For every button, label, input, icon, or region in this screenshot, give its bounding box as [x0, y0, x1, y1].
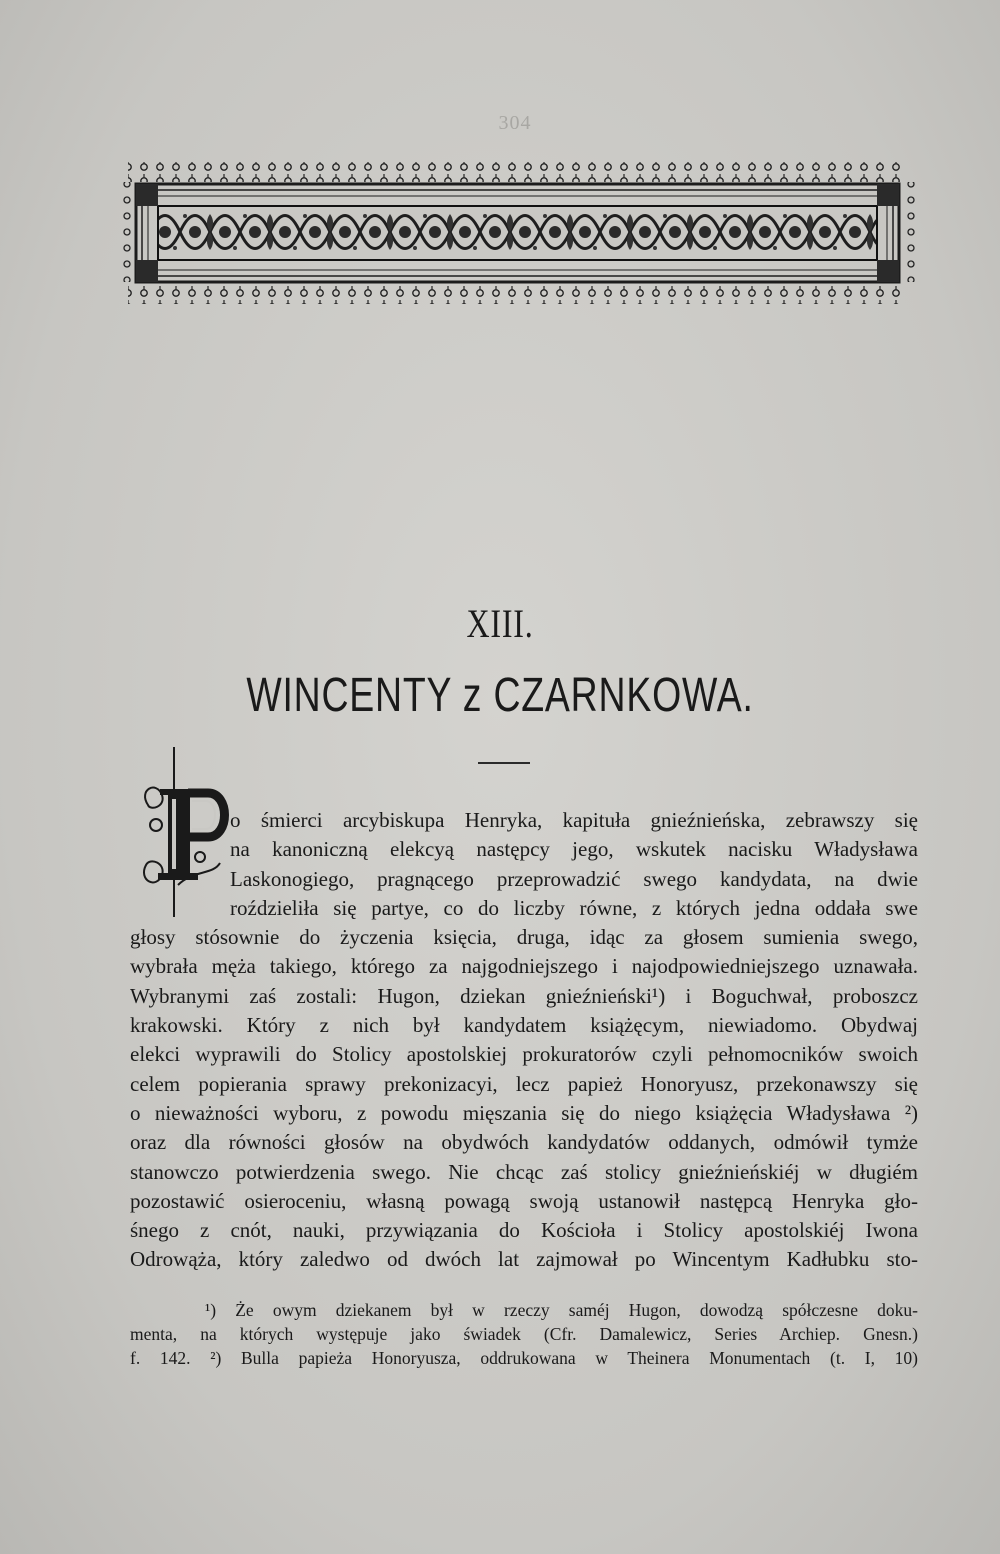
body-line: elekci wyprawili do Stolicy apostolskiej prokuratorów czyli pełnomocników swoich [130, 1042, 918, 1067]
body-line: celem popierania sprawy prekonizacyi, lecz papież Honoryusz, przekonawszy się [130, 1071, 918, 1096]
body-line: wybrała męża takiego, którego za najgodniejszego i najodpowiedniejszego uznawała. [130, 954, 918, 979]
ornamental-headpiece [120, 160, 915, 310]
body-line: roździeliła się partye, co do liczby równe, z których jedna oddała swe [230, 895, 918, 920]
body-line: śnego z cnót, nauki, przywiązania do Kościoła i Stolicy apostolskiéj Iwona [130, 1218, 918, 1243]
title-divider [478, 762, 530, 764]
body-line: krakowski. Który z nich był kandydatem książęcym, niewiadomo. Obydwaj [130, 1013, 918, 1038]
footnote-line: f. 142. ²) Bulla papieża Honoryusza, oddrukowana w Theinera Monumentach (t. I, 10) [130, 1348, 918, 1368]
body-line: pozostawić osieroceniu, własną powagą swoją ustanowił następcą Henryka gło- [130, 1188, 918, 1213]
body-line: oraz dla równości głosów na obydwóch kandydatów oddanych, odmówił tymże [130, 1130, 918, 1155]
body-line: na kanoniczną elekcyą następcy jego, wskutek nacisku Władysława [230, 837, 918, 862]
footnote-line: ¹) Że owym dziekanem był w rzeczy saméj Hugon, dowodzą spółczesne doku- [205, 1300, 918, 1320]
chapter-number: XIII. [466, 601, 534, 646]
page-number: 304 [498, 112, 532, 134]
footnote-line: menta, na których występuje jako świadek (Cfr. Damalewicz, Series Archiep. Gnesn.) [130, 1324, 918, 1344]
body-line: o śmierci arcybiskupa Henryka, kapituła gnieźnieńska, zebrawszy się [230, 808, 918, 832]
body-line: Odrowąża, który zaledwo od dwóch lat zajmował po Wincentym Kadłubku sto- [130, 1247, 918, 1272]
footnotes [130, 1298, 918, 1370]
body-line: Wybranymi zaś zostali: Hugon, dziekan gnieźnieński¹) i Boguchwał, proboszcz [130, 983, 918, 1008]
chapter-title: WINCENTY z CZARNKOWA. [246, 669, 754, 722]
body-line: Laskonogiego, pragnącego przeprowadzić swego kandydata, na dwie [230, 866, 918, 891]
body-text [130, 806, 918, 1275]
body-line: o nieważności wyboru, z powodu mięszania się do niego książęcia Władysława ²) [130, 1100, 918, 1125]
body-line: głosy stósownie do życzenia księcia, druga, idąc za głosem sumienia swego, [130, 925, 918, 950]
body-line: stanowczo potwierdzenia swego. Nie chcąc zaś stolicy gnieźnieńskiéj w długiém [130, 1159, 918, 1184]
